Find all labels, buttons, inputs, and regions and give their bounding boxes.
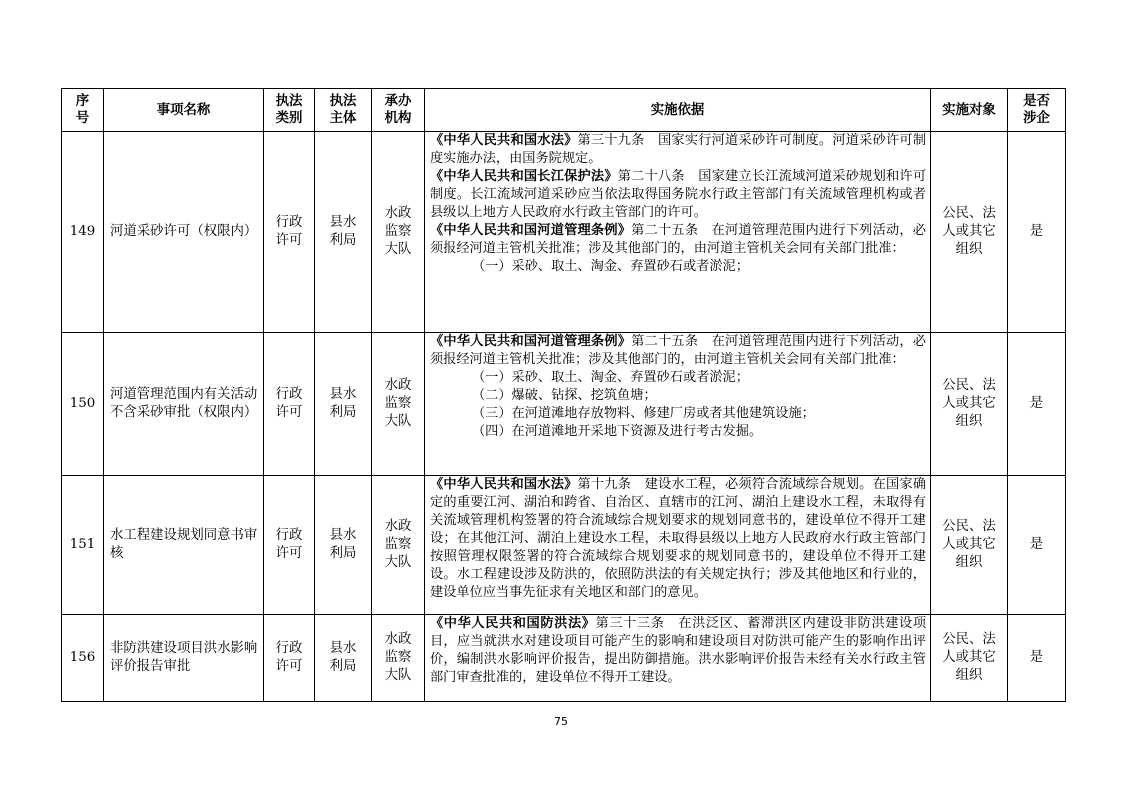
table-row: [62, 132, 1066, 333]
basis-paragraph: [430, 369, 926, 387]
cell-target: 公民、法人或其它组织: [931, 333, 1008, 476]
basis-text: （一）采砂、取土、淘金、弃置砂石或者淤泥；: [472, 259, 749, 274]
law-title: 《中华人民共和国防洪法》: [430, 616, 596, 631]
basis-paragraph: [430, 258, 926, 276]
basis-paragraph: [430, 168, 926, 222]
basis-text: （一）采砂、取土、淘金、弃置砂石或者淤泥；: [472, 370, 749, 385]
cell-type: 行政许可: [264, 132, 315, 333]
table-body: [62, 132, 1066, 702]
cell-name: 非防洪建设项目洪水影响评价报告审批: [104, 615, 264, 702]
cell-basis: [425, 132, 931, 333]
cell-type: 行政许可: [264, 476, 315, 615]
cell-basis: [425, 476, 931, 615]
basis-text: 第二十八条 国家建立长江流域河道采砂规划和许可制度。长江流域河道采砂应当依法取得国务院水行政主管部门有关流域管理机构或者县级以上地方人民政府水行政主管部门的许可。: [430, 169, 927, 220]
cell-enterprise: 是: [1008, 333, 1066, 476]
header-basis: 实施依据: [425, 89, 931, 132]
cell-subject: 县水利局: [315, 476, 372, 615]
law-title: 《中华人民共和国水法》: [430, 133, 578, 148]
cell-enterprise: 是: [1008, 476, 1066, 615]
cell-target: 公民、法人或其它组织: [931, 132, 1008, 333]
cell-basis: [425, 615, 931, 702]
table-row: [62, 333, 1066, 476]
cell-no: 156: [62, 615, 104, 702]
header-org: 承办机构: [372, 89, 425, 132]
cell-org: 水政监察大队: [372, 333, 425, 476]
header-target: 实施对象: [931, 89, 1008, 132]
basis-text: （四）在河道滩地开采地下资源及进行考古发掘。: [472, 424, 763, 439]
basis-paragraph: [430, 333, 926, 369]
law-title: 《中华人民共和国长江保护法》: [430, 169, 618, 184]
basis-paragraph: [430, 476, 926, 602]
cell-name: 水工程建设规划同意书审核: [104, 476, 264, 615]
law-title: 《中华人民共和国河道管理条例》: [430, 334, 632, 349]
header-no: 序号: [62, 89, 104, 132]
table-row: [62, 476, 1066, 615]
basis-paragraph: [430, 405, 926, 423]
basis-text: 第三十九条 国家实行河道采砂许可制度。河道采砂许可制度实施办法，由国务院规定。: [430, 133, 927, 166]
cell-no: 149: [62, 132, 104, 333]
header-enterprise: 是否涉企: [1008, 89, 1066, 132]
cell-enterprise: 是: [1008, 615, 1066, 702]
basis-text: 第二十五条 在河道管理范围内进行下列活动，必须报经河道主管机关批准；涉及其他部门的，由河道主管机关会同有关部门批准：: [430, 223, 926, 256]
cell-subject: 县水利局: [315, 333, 372, 476]
header-row: [62, 89, 1066, 132]
basis-paragraph: [430, 423, 926, 441]
basis-text: 第十九条 建设水工程，必须符合流域综合规划。在国家确定的重要江河、湖泊和跨省、自治区、直辖市的江河、湖泊上建设水工程，未取得有关流域管理机构签署的符合流域综合规划要求的规划同意书的，建设单位不得开工建设；在其他江河、湖泊上建设水工程，未取得县级以上地方人民政府水行政主管部门按照管理权限签署的符合流域综合规划要求的规划同意书的，建设单位不得开工建设。水工程建设涉及防洪的，依照防洪法的有关规定执行；涉及其他地区和行业的，建设单位应当事先征求有关地区和部门的意见。: [430, 477, 927, 600]
basis-text: （二）爆破、钻探、挖筑鱼塘；: [472, 388, 657, 403]
cell-no: 151: [62, 476, 104, 615]
basis-text: 第二十五条 在河道管理范围内进行下列活动，必须报经河道主管机关批准；涉及其他部门的，由河道主管机关会同有关部门批准：: [430, 334, 926, 367]
cell-subject: 县水利局: [315, 132, 372, 333]
cell-name: 河道采砂许可（权限内）: [104, 132, 264, 333]
basis-text: （三）在河道滩地存放物料、修建厂房或者其他建筑设施；: [472, 406, 815, 421]
page-number: 75: [554, 715, 568, 728]
header-type: 执法类别: [264, 89, 315, 132]
cell-no: 150: [62, 333, 104, 476]
cell-subject: 县水利局: [315, 615, 372, 702]
header-subject: 执法主体: [315, 89, 372, 132]
header-name: 事项名称: [104, 89, 264, 132]
law-title: 《中华人民共和国河道管理条例》: [430, 223, 632, 238]
cell-target: 公民、法人或其它组织: [931, 476, 1008, 615]
cell-name: 河道管理范围内有关活动不含采砂审批（权限内）: [104, 333, 264, 476]
basis-paragraph: [430, 387, 926, 405]
cell-enterprise: 是: [1008, 132, 1066, 333]
cell-type: 行政许可: [264, 615, 315, 702]
cell-target: 公民、法人或其它组织: [931, 615, 1008, 702]
law-title: 《中华人民共和国水法》: [430, 477, 578, 492]
enforcement-items-table: [61, 88, 1066, 702]
cell-basis: [425, 333, 931, 476]
basis-text: 第三十三条 在洪泛区、蓄滞洪区内建设非防洪建设项目，应当就洪水对建设项目可能产生的影响和建设项目对防洪可能产生的影响作出评价，编制洪水影响评价报告，提出防御措施。洪水影响评价报告未经有关水行政主管部门审查批准的，建设单位不得开工建设。: [430, 616, 927, 685]
cell-org: 水政监察大队: [372, 132, 425, 333]
basis-paragraph: [430, 132, 926, 168]
cell-org: 水政监察大队: [372, 615, 425, 702]
cell-type: 行政许可: [264, 333, 315, 476]
table-row: [62, 615, 1066, 702]
cell-org: 水政监察大队: [372, 476, 425, 615]
basis-paragraph: [430, 222, 926, 258]
basis-paragraph: [430, 615, 926, 687]
